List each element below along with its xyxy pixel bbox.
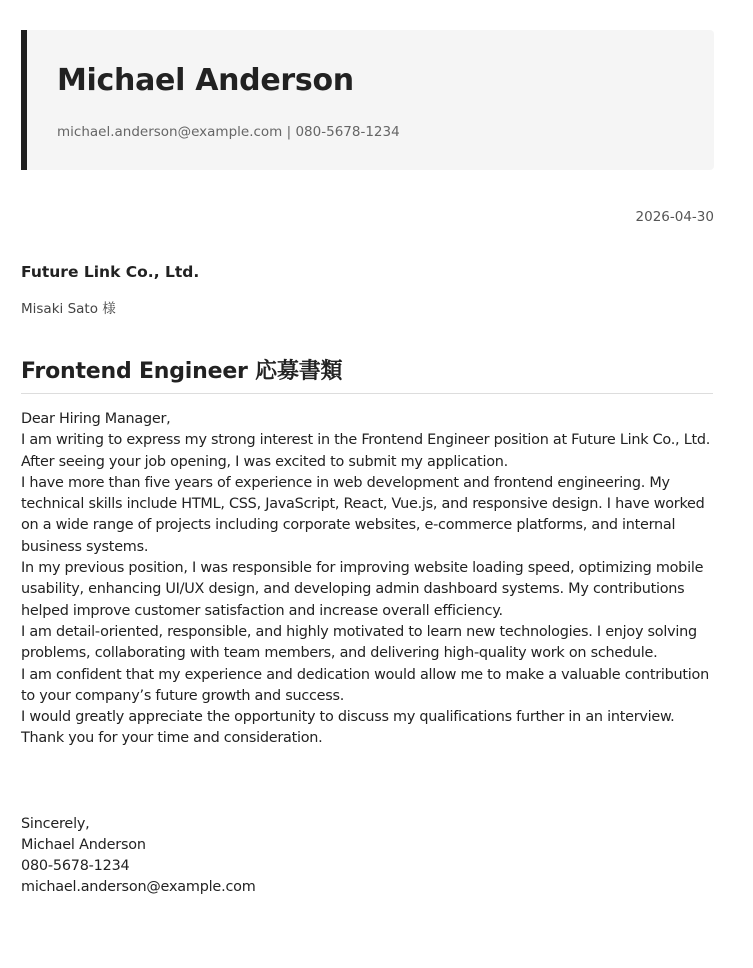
- recipient-company: Future Link Co., Ltd.: [21, 263, 200, 281]
- title-divider: [21, 393, 713, 394]
- closing-name: Michael Anderson: [21, 837, 146, 853]
- body-line: on a wide range of projects including corporate websites, e-commerce platforms, and internal: [21, 517, 676, 534]
- body-line: usability, enhancing UI/UX design, and developing admin dashboard systems. My contributions: [21, 581, 685, 598]
- body-line: business systems.: [21, 538, 149, 555]
- closing-salutation: Sincerely,: [21, 816, 90, 832]
- body-line: Thank you for your time and consideration.: [21, 730, 323, 747]
- applicant-name: Michael Anderson: [57, 63, 354, 98]
- body-line: problems, collaborating with team members, and delivering high-quality work on schedule.: [21, 645, 658, 662]
- closing-email: michael.anderson@example.com: [21, 879, 256, 895]
- body-line: In my previous position, I was responsible for improving website loading speed, optimizing mobile: [21, 560, 704, 577]
- body-line: After seeing your job opening, I was excited to submit my application.: [21, 453, 508, 470]
- letter-closing: [21, 814, 256, 898]
- closing-phone: 080-5678-1234: [21, 858, 130, 874]
- body-line: I would greatly appreciate the opportunity to discuss my qualifications further in an interview.: [21, 709, 675, 726]
- letter-date: 2026-04-30: [635, 209, 714, 225]
- letter-title: Frontend Engineer 応募書類: [21, 359, 343, 384]
- body-line: I have more than five years of experience in web development and frontend engineering. My: [21, 474, 670, 491]
- body-line: I am detail-oriented, responsible, and highly motivated to learn new technologies. I enjoy solving: [21, 623, 697, 640]
- letter-body: [21, 409, 721, 750]
- body-line: to your company’s future growth and success.: [21, 687, 345, 704]
- header-accent-bar: [21, 30, 27, 170]
- body-line: I am confident that my experience and dedication would allow me to make a valuable contribution: [21, 666, 709, 683]
- body-line: I am writing to express my strong interest in the Frontend Engineer position at Future Link Co., Ltd.: [21, 432, 711, 449]
- applicant-contact: michael.anderson@example.com | 080-5678-1234: [57, 124, 400, 140]
- body-line: helped improve customer satisfaction and increase overall efficiency.: [21, 602, 503, 619]
- body-line: Dear Hiring Manager,: [21, 411, 171, 427]
- body-line: technical skills include HTML, CSS, JavaScript, React, Vue.js, and responsive design. I have worked: [21, 496, 705, 513]
- header-card: [21, 30, 714, 170]
- recipient-person: Misaki Sato 様: [21, 301, 116, 317]
